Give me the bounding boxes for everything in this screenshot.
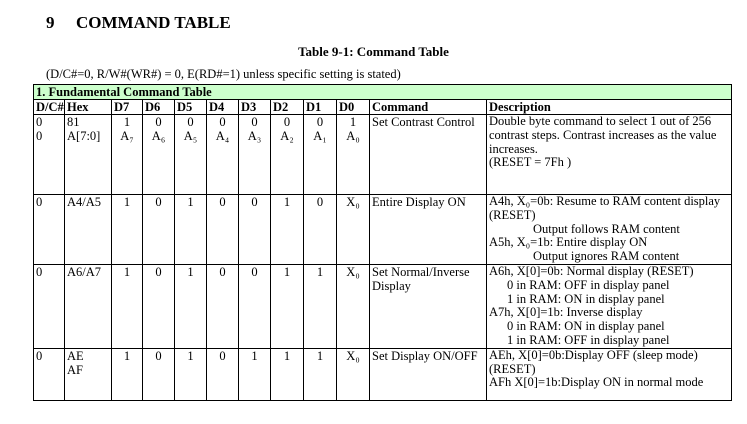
column-header: D6 [143,100,175,115]
bit-cell-d5 [175,265,207,349]
hex-value: 81 [67,115,80,129]
bit-value: X₀ [346,265,360,279]
column-header: D1 [304,100,337,115]
command-table [33,84,732,401]
bit-value: 1 [187,348,194,363]
bit-value: 0 [155,115,162,129]
dc-value: 0 [36,265,43,279]
column-header: Description [487,100,732,115]
bit-cell-d7 [112,265,143,349]
bit-cell-d4 [207,265,239,349]
description-line: 0 in RAM: OFF in display panel [507,277,670,292]
bit-value: 0 [251,115,258,129]
table-row [34,195,732,265]
bit-cell-d5 [175,115,207,195]
bit-cell-d4 [207,195,239,265]
bit-cell-d0 [337,115,370,195]
column-header-row [34,100,732,115]
dc-cell [34,265,65,349]
bit-value: 0 [316,115,324,129]
bit-value: A₁ [313,129,327,143]
bit-value: 1 [283,195,291,209]
dc-value: 0 [36,348,43,363]
bit-value: 0 [155,195,162,209]
bit-cell-d0 [337,195,370,265]
bit-value: 0 [155,265,162,279]
dc-cell [34,195,65,265]
description-line: AEh, X[0]=0b:Display OFF (sleep mode) [489,348,698,362]
description-line: 0 in RAM: ON in display panel [507,319,665,334]
table-caption: Table 9-1: Command Table [298,44,449,59]
hex-value: AE [67,348,84,363]
description-line: Output ignores RAM content [533,249,680,264]
bit-cell-d7 [112,348,143,400]
bit-cell-d3 [239,115,271,195]
bit-value: 1 [349,115,357,129]
description-line: (RESET) [489,361,536,376]
bit-value: 1 [123,115,131,129]
bit-cell-d1 [304,195,337,265]
dc-value: 0 [36,115,43,129]
column-header: D3 [239,100,271,115]
command-rows [34,115,732,401]
column-header: D/C# [34,100,65,115]
description-line: A5h, X₀=1b: Entire display ON [489,235,648,250]
bit-value: A₀ [346,129,360,143]
description-cell [487,348,732,400]
hex-cell [65,348,112,400]
bit-cell-d5 [175,195,207,265]
bit-cell-d2 [271,265,304,349]
bit-value: 1 [283,348,291,363]
bit-cell-d2 [271,348,304,400]
bit-value: 0 [283,115,291,129]
command-cell: Set Normal/Inverse Display [370,265,487,349]
hex-value: A4/A5 [67,195,102,209]
table-condition-note: (D/C#=0, R/W#(WR#) = 0, E(RD#=1) unless specific setting is stated) [46,67,401,81]
bit-value: 1 [123,348,131,363]
column-header: Command [370,100,487,115]
bit-cell-d1 [304,348,337,400]
dc-value: 0 [36,195,43,209]
column-header: Hex [65,100,112,115]
bit-value: 0 [187,115,194,129]
dc-cell [34,115,65,195]
description-line: Double byte command to select 1 out of 256 contrast steps. Contrast increases as the value increases. [489,114,717,156]
description-line: Output follows RAM content [533,221,680,236]
column-header: D2 [271,100,304,115]
bit-value: X₀ [346,195,360,209]
bit-value: 0 [219,195,226,209]
bit-cell-d7 [112,115,143,195]
bit-value: A₃ [247,129,262,143]
hex-cell [65,195,112,265]
description-line: A4h, X₀=0b: Resume to RAM content display [489,194,721,208]
bit-value: 0 [155,348,162,363]
dc-cell [34,348,65,400]
bit-cell-d3 [239,348,271,400]
hex-value: A[7:0] [67,129,101,143]
command-cell: Entire Display ON [370,195,487,265]
description-line: A7h, X[0]=1b: Inverse display [489,305,643,320]
bit-value: A₇ [120,129,134,143]
description-line: 1 in RAM: ON in display panel [507,291,665,306]
table-row [34,265,732,349]
bit-value: 1 [283,265,291,279]
bit-cell-d6 [143,348,175,400]
hex-value: A6/A7 [67,265,102,279]
bit-cell-d6 [143,265,175,349]
bit-value: 0 [316,195,324,209]
bit-cell-d1 [304,265,337,349]
bit-cell-d6 [143,115,175,195]
bit-cell-d0 [337,265,370,349]
description-cell [487,195,732,265]
column-header: D4 [207,100,239,115]
bit-cell-d3 [239,265,271,349]
description-line: (RESET = 7Fh ) [489,155,572,170]
description-line: AFh X[0]=1b:Display ON in normal mode [489,375,704,390]
bit-cell-d4 [207,115,239,195]
bit-value: 1 [123,265,131,279]
bit-cell-d3 [239,195,271,265]
bit-cell-d1 [304,115,337,195]
hex-cell [65,265,112,349]
bit-value: 1 [187,265,194,279]
table-row [34,115,732,195]
bit-cell-d2 [271,115,304,195]
bit-cell-d6 [143,195,175,265]
bit-value: 0 [219,115,226,129]
bit-value: 1 [316,265,324,279]
description-line: 1 in RAM: OFF in display panel [507,332,670,347]
bit-value: A₆ [151,129,166,143]
bit-value: 0 [219,348,226,363]
table-row [34,348,732,400]
bit-cell-d4 [207,348,239,400]
column-header: D7 [112,100,143,115]
section-number: 9 [46,13,55,32]
description-line: A6h, X[0]=0b: Normal display (RESET) [489,264,694,278]
bit-value: A₂ [280,129,294,143]
section-heading [46,13,231,33]
column-header: D5 [175,100,207,115]
section-header: 1. Fundamental Command Table [34,85,732,100]
bit-value: 1 [251,348,258,363]
bit-value: 1 [316,348,324,363]
dc-value: 0 [36,129,43,143]
bit-cell-d5 [175,348,207,400]
bit-value: X₀ [346,348,360,363]
section-header-row [34,85,732,100]
column-header: D0 [337,100,370,115]
description-cell [487,115,732,195]
bit-value: 0 [251,195,258,209]
bit-value: 0 [251,265,258,279]
section-title: COMMAND TABLE [76,13,231,32]
hex-value: AF [67,362,83,377]
hex-cell [65,115,112,195]
bit-cell-d2 [271,195,304,265]
bit-value: A₅ [183,129,198,143]
bit-value: 1 [187,195,194,209]
bit-value: 0 [219,265,226,279]
bit-value: 1 [123,195,131,209]
bit-cell-d7 [112,195,143,265]
bit-cell-d0 [337,348,370,400]
bit-value: A₄ [215,129,230,143]
description-cell [487,265,732,349]
command-cell: Set Contrast Control [370,115,487,195]
description-line: (RESET) [489,207,536,222]
command-cell: Set Display ON/OFF [370,348,487,400]
